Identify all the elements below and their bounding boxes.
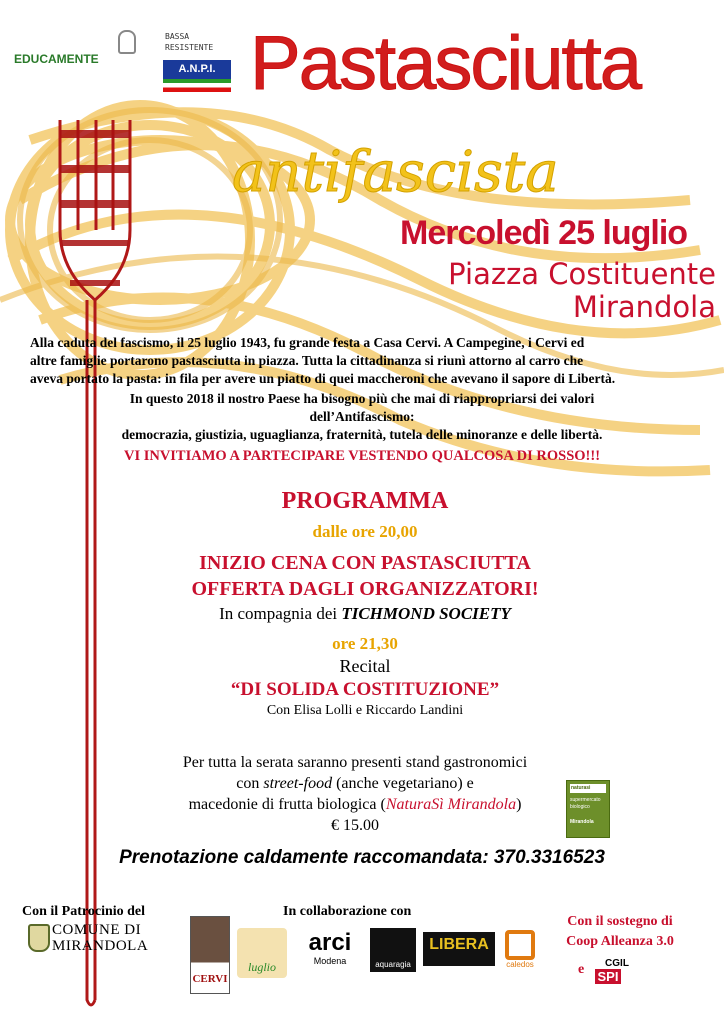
place-line1: Piazza Costituente xyxy=(448,257,716,291)
recital-title: “DI SOLIDA COSTITUZIONE” xyxy=(230,679,500,700)
event1-line1: INIZIO CENA CON PASTASCIUTTA xyxy=(199,552,531,574)
anpi-tagline: BASSA RESISTENTE xyxy=(165,32,214,52)
price: € 15.00 xyxy=(331,817,379,834)
cgil-spi-logo xyxy=(595,958,639,1002)
invite-line: VI INVITIAMO A PARTECIPARE VESTENDO QUALCOSA DI ROSSO!!! xyxy=(123,448,601,464)
intro-line: dell’Antifascismo: xyxy=(309,409,415,424)
aquaragia-logo: aquaragia xyxy=(370,928,416,972)
programma-time2: ore 21,30 xyxy=(332,634,398,653)
event1-line2: OFFERTA DAGLI ORGANIZZATORI! xyxy=(191,578,539,600)
stand-text-span: (anche vegetariano) e xyxy=(332,775,474,792)
lightbulb-icon xyxy=(118,30,136,54)
intro-text xyxy=(30,334,694,465)
collab-label: In collaborazione con xyxy=(283,904,412,919)
cgil-name: CGIL xyxy=(605,958,629,969)
company-prefix: In compagnia dei xyxy=(219,604,342,623)
patrocinio-label: Con il Patrocinio del xyxy=(22,904,146,919)
comune-line2: MIRANDOLA xyxy=(52,938,149,954)
caledos-mark-icon xyxy=(505,930,535,960)
luglio-logo: luglio xyxy=(237,928,287,978)
comune-name xyxy=(52,922,148,954)
programma-heading: PROGRAMMA xyxy=(281,488,449,514)
caledos-name: caledos xyxy=(506,960,534,969)
cervi-logo: CERVI xyxy=(190,916,230,994)
intro-line: aveva portato la pasta: in fila per avere un piatto di quei maccheroni che avevano il sapore di Libertà. xyxy=(30,371,616,386)
naturasi-brand: naturasì xyxy=(570,784,606,793)
e-conjunction: e xyxy=(578,962,585,977)
event-date: Mercoledì 25 luglio xyxy=(400,214,688,252)
stand-line2 xyxy=(130,773,580,794)
programma-time1: dalle ore 20,00 xyxy=(312,522,418,541)
intro-line: In questo 2018 il nostro Paese ha bisogno più che mai di riappropriarsi dei valori xyxy=(129,391,595,406)
caledos-logo xyxy=(500,930,540,976)
stand-line3 xyxy=(130,794,580,815)
page-subtitle: antifascista xyxy=(232,140,559,205)
spi-name: SPI xyxy=(595,969,621,984)
page-title: Pastasciutta xyxy=(250,21,640,106)
stand-text-span: con xyxy=(236,775,264,792)
intro-line: altre famiglie portarono pastasciutta in piazza. Tutta la cittadinanza si riunì attorno al carro che xyxy=(30,353,584,368)
sostegno-line1: Con il sostegno di xyxy=(567,914,673,929)
educamente-logo: EDUCAMENTE xyxy=(14,52,99,66)
intro-line: democrazia, giustizia, uguaglianza, fraternità, tutela delle minoranze e delle libertà. xyxy=(121,427,603,442)
comune-line1: COMUNE DI xyxy=(52,922,142,938)
naturasi-logo xyxy=(566,780,610,838)
sostegno-line2: Coop Alleanza 3.0 xyxy=(566,934,674,949)
arci-logo xyxy=(300,930,360,978)
stand-text-span: macedonie di frutta biologica ( xyxy=(188,796,386,813)
arci-name: arci xyxy=(308,929,352,956)
street-food-text: street-food xyxy=(263,775,333,792)
stand-text xyxy=(130,752,580,836)
anpi-logo: A.N.P.I. xyxy=(163,60,231,92)
recital-label: Recital xyxy=(339,656,391,676)
naturasi-text: NaturaSì Mirandola xyxy=(385,796,517,813)
company-line xyxy=(110,604,620,624)
programma-section xyxy=(110,486,620,719)
naturasi-sub: supermercato biologico xyxy=(570,797,601,810)
booking-line: Prenotazione caldamente raccomandata: 370.3316523 xyxy=(119,847,605,868)
intro-line: Alla caduta del fascismo, il 25 luglio 1943, fu grande festa a Casa Cervi. A Campegine, i Cervi ed xyxy=(30,335,585,350)
comune-crest-icon xyxy=(28,924,50,952)
place-line2: Mirandola xyxy=(572,290,716,324)
arci-sub: Modena xyxy=(313,956,347,966)
recital-cast: Con Elisa Lolli e Riccardo Landini xyxy=(266,703,464,718)
stand-line1: Per tutta la serata saranno presenti stand gastronomici xyxy=(182,754,528,771)
event-place xyxy=(448,258,716,324)
stand-text-span: ) xyxy=(516,796,522,813)
naturasi-city: Mirandola xyxy=(570,819,594,825)
company-name: TICHMOND SOCIETY xyxy=(341,604,511,623)
sostegno-text xyxy=(540,912,700,952)
libera-logo: LIBERA xyxy=(423,932,495,966)
